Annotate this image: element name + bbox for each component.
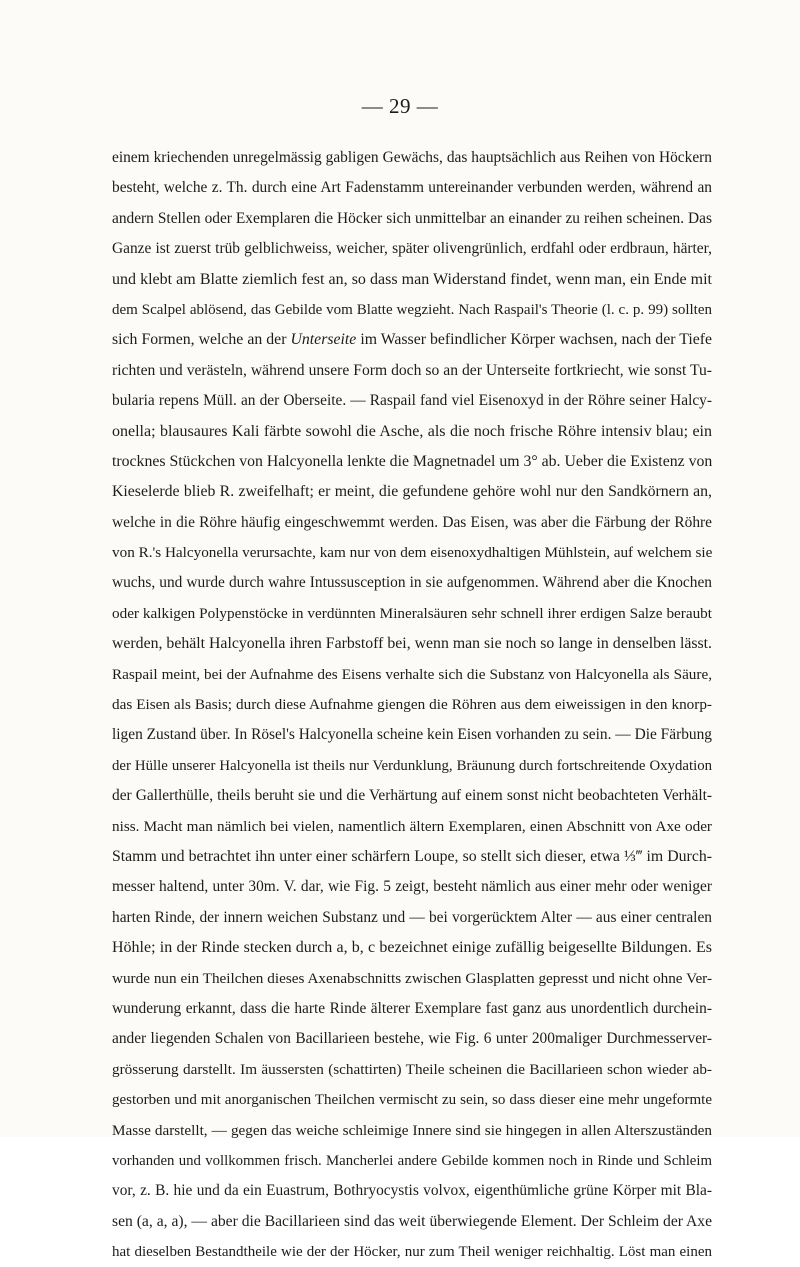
page-number: — 29 — [361,94,439,118]
text-line: niss. Macht man nämlich bei vielen, namentlich ältern Exemplaren, einen Abschnitt von Axe oder [112,817,712,835]
text-line: Ganze ist zuerst trüb gelblichweiss, weicher, später olivengrünlich, erdfahl oder erdbraun, härter, [112,240,712,258]
text-line: wuchs, und wurde durch wahre Intussusception in sie aufgenommen. Während aber die Knochen [112,574,712,592]
text-line: sen (a, a, a), — aber die Bacillarieen sind das weit überwiegende Element. Der Schleim der Axe [112,1212,712,1230]
text-line: onella; blausaures Kali färbte sowohl die Asche, als die noch frische Röhre intensiv blau; ein [112,422,712,440]
text-line: trocknes Stückchen von Halcyonella lenkte die Magnetnadel um 3° ab. Ueber die Existenz von [112,452,712,470]
text-line: sich Formen, welche an der Unterseite im Wasser befindlicher Körper wachsen, nach der Tiefe [112,331,712,349]
text-line: bularia repens Müll. an der Oberseite. — Raspail fand viel Eisenoxyd in der Röhre seiner Halcy- [112,392,712,410]
text-line: messer haltend, unter 30m. V. dar, wie Fig. 5 zeigt, besteht nämlich aus einer mehr oder weniger [112,878,712,896]
text-line: richten und verästeln, während unsere Form doch so an der Unterseite fortkriecht, wie sonst Tu- [112,361,712,379]
text-line: grösserung darstellt. Im äussersten (schattirten) Theile scheinen die Bacillarieen schon wieder ab- [112,1060,712,1078]
text-line: welche in die Röhre häufig eingeschwemmt werden. Das Eisen, was aber die Färbung der Röhre [112,513,712,531]
text-line: oder kalkigen Polypenstöcke in verdünnten Mineralsäuren sehr schnell ihrer erdigen Salze beraubt [112,604,712,622]
text-line: hat dieselben Bestandtheile wie der der Höcker, nur zum Theil weniger reichhaltig. Löst man einen [112,1244,712,1261]
text-line: harten Rinde, der innern weichen Substanz und — bei vorgerücktem Alter — aus einer centralen [112,908,712,926]
text-line: ander liegenden Schalen von Bacillarieen bestehe, wie Fig. 6 unter 200maliger Durchmesserver- [112,1030,712,1048]
text-line: wunderung erkannt, dass die harte Rinde älterer Exemplare fast ganz aus unordentlich durchein- [112,999,712,1017]
text-line: dem Scalpel ablösend, das Gebilde vom Blatte wegzieht. Nach Raspail's Theorie (l. c. p. 99) sollten [112,301,712,318]
text-line: das Eisen als Basis; durch diese Aufnahme giengen die Röhren aus dem eiweissigen in den knorp- [112,696,712,714]
text-line: werden, behält Halcyonella ihren Farbstoff bei, wenn man sie noch so lange in denselben lässt. [112,635,712,653]
text-line: Kieselerde blieb R. zweifelhaft; er meint, die gefundene gehöre wohl nur den Sandkörnern an, [112,483,712,501]
text-line: Stamm und betrachtet ihn unter einer schärfern Loupe, so stellt sich dieser, etwa ⅓‴ im Durch- [112,847,712,865]
body-text [112,143,712,1267]
text-line: Masse darstellt, — gegen das weiche schleimige Innere sind sie hingegen in allen Alterszuständen [112,1121,712,1139]
text-line: Raspail meint, bei der Aufnahme des Eisens verhalte sich die Substanz von Halcyonella als Säure, [112,665,712,683]
text-line: wurde nun ein Theilchen dieses Axenabschnitts zwischen Glasplatten gepresst und nicht ohne Ver- [112,969,712,987]
text-line: einem kriechenden unregelmässig gabligen Gewächs, das hauptsächlich aus Reihen von Höckern [112,149,712,166]
text-line: Höhle; in der Rinde stecken durch a, b, c bezeichnet einige zufällig beigesellte Bildungen. Es [112,939,712,957]
text-line: vor, z. B. hie und da ein Euastrum, Bothryocystis volvox, eigenthümliche grüne Körper mit Bla- [112,1182,712,1200]
text-line: ligen Zustand über. In Rösel's Halcyonella scheine kein Eisen vorhanden zu sein. — Die Färbung [112,726,712,744]
text-line: andern Stellen oder Exemplaren die Höcker sich unmittelbar an einander zu reihen scheinen. Das [112,209,712,227]
text-line: und klebt am Blatte ziemlich fest an, so dass man Widerstand findet, wenn man, ein Ende mit [112,270,712,288]
text-line: der Gallerthülle, theils beruht sie und die Verhärtung auf einem sonst nicht beobachteten Verhält- [112,787,712,805]
text-line: gestorben und mit anorganischen Theilchen vermischt zu sein, so dass dieser eine mehr ungeformte [112,1092,712,1109]
emphasized-word: Unterseite [290,331,357,349]
text-line: von R.'s Halcyonella verursachte, kam nur von dem eisenoxydhaltigen Mühlstein, auf welchem sie [112,544,712,562]
text-line: besteht, welche z. Th. durch eine Art Fadenstamm untereinander verbunden werden, während an [112,179,712,197]
text-line: der Hülle unserer Halcyonella ist theils nur Verdunklung, Bräunung durch fortschreitende Oxydation [112,757,712,774]
text-line: vorhanden und vollkommen frisch. Mancherlei andere Gebilde kommen noch in Rinde und Schleim [112,1152,712,1169]
